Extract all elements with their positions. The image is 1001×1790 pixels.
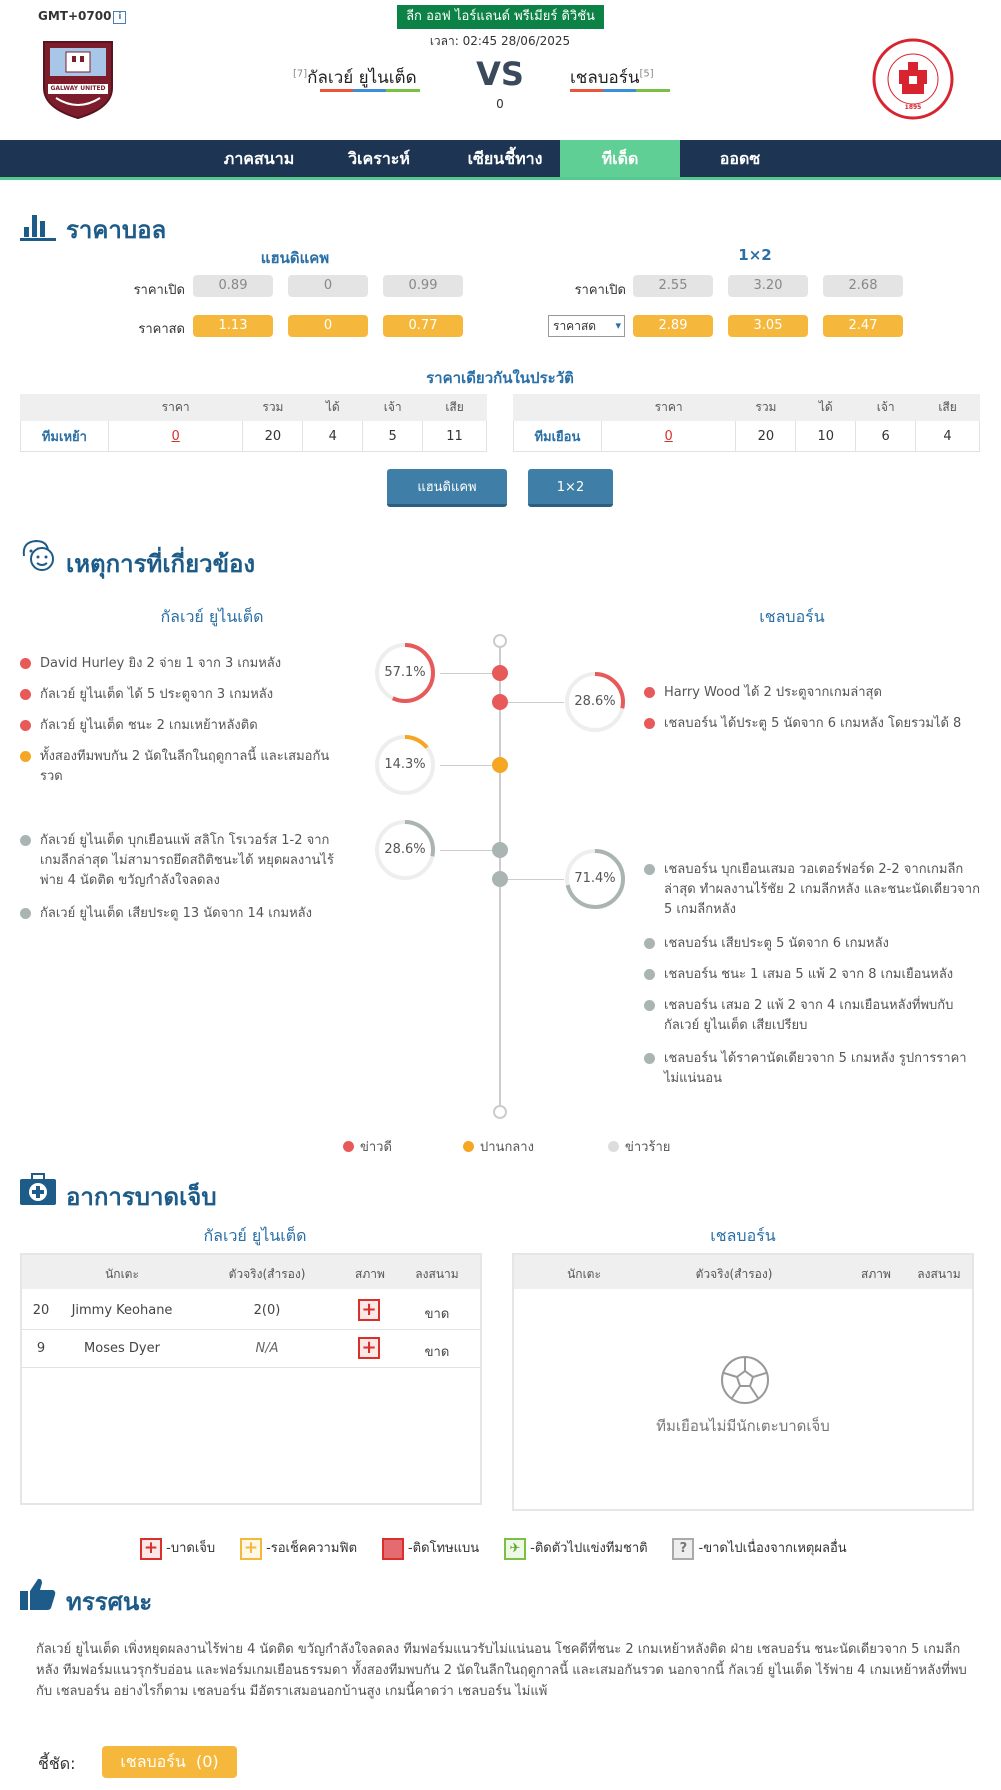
injury-icon: +: [358, 1337, 380, 1359]
nav-analysis[interactable]: วิเคราะห์: [348, 149, 410, 168]
timeline-dot-good: [492, 665, 508, 681]
legend-good: ข่าวดี: [343, 1138, 392, 1158]
events-title: เหตุการที่เกี่ยวข้อง: [66, 550, 256, 578]
onex2-open-away: 2.68: [823, 275, 903, 297]
list-item: Harry Wood ได้ 2 ประตูจากเกมล่าสุด: [644, 683, 980, 703]
onex2-button[interactable]: 1×2: [528, 469, 613, 507]
col-price: ราคา: [108, 395, 243, 421]
list-item: เชลบอร์น เสมอ 2 แพ้ 2 จาก 4 เกมเยือนหลังที่พบกับ กัลเวย์ ยูไนเต็ด เสียเปรียบ: [644, 996, 980, 1036]
good-dot: [343, 1141, 354, 1152]
onex2-open-label: ราคาเปิด: [574, 283, 626, 298]
table-row: [21, 421, 487, 452]
home-form-bar: [320, 89, 420, 92]
pick-label: ชี้ชัด:: [38, 1754, 76, 1773]
home-history-total: 20: [243, 421, 303, 452]
list-item: กัลเวย์ ยูไนเต็ด เสียประตู 13 นัดจาก 14 เกมหลัง: [20, 904, 345, 924]
bad-dot: [644, 1000, 655, 1011]
away-injury-empty: ทีมเยือนไม่มีนักเตะบาดเจ็บ: [656, 1417, 830, 1435]
handicap-title: แฮนดิแคพ: [260, 249, 330, 267]
medical-kit-icon: [20, 1173, 56, 1209]
list-item: David Hurley ยิง 2 จ่าย 1 จาก 3 เกมหลัง: [20, 654, 340, 674]
list-item: เชลบอร์น บุกเยือนเสมอ วอเตอร์ฟอร์ด 2-2 จากเกมลีกล่าสุด ทำผลงานไร้ชัย 2 เกมลีกหลัง และชนะนัดเดียวจาก 5 เกมลีกหลัง: [644, 860, 980, 920]
nav-tips[interactable]: ทีเด็ด: [560, 140, 680, 177]
list-item: เชลบอร์น เสียประตู 5 นัดจาก 6 เกมหลัง: [644, 934, 980, 954]
bad-dot: [20, 835, 31, 846]
home-bad-pct: 28.6%: [384, 842, 426, 857]
col-total: รวม: [736, 395, 796, 421]
bad-dot: [608, 1141, 619, 1152]
away-history-loss: 4: [916, 421, 980, 452]
away-logo-year: 1895: [904, 104, 922, 111]
good-dot: [644, 718, 655, 729]
handicap-button[interactable]: แฮนดิแคพ: [387, 469, 507, 507]
col-draw: เจ้า: [856, 395, 916, 421]
away-history-price-link[interactable]: 0: [664, 428, 673, 444]
thumbs-up-icon: [20, 1577, 56, 1615]
col-price: ราคา: [601, 395, 736, 421]
opinion-text: กัลเวย์ ยูไนเต็ด เพิ่งหยุดผลงานไร้พ่าย 4 นัดติด ขวัญกำลังใจลดลง ทีมฟอร์มแนวรับไม่แน่นอน โชคดีที่ชนะ 2 เกมเหย้าหลังติด ฝ่าย เชลบอร์น ชนะนัดเดียวจาก 5 เกมลีกหลัง ทีมฟอร์มแนวรุกรับอ่อน และฟอร์มเกมเยือนธรรมดา ทั้งสองทีมพบกัน 2 นัดในลีกในฤดูกาลนี้ และเสมอกันรวด นอกจากนี้ กัลเวย์ ยูไนเต็ด ไร้พ่าย 4 เกมเหย้าหลังที่พบกับ เชลบอร์น อย่างไรก็ตาม เชลบอร์น มีอัตราเสมอนอกบ้านสูง เกมนี้คาดว่า เชลบอร์น ไม่แพ้: [36, 1642, 967, 1699]
bad-dot: [644, 969, 655, 980]
away-good-pct: 28.6%: [574, 694, 616, 709]
timeline-end: [493, 1105, 507, 1119]
timeline-dot-neutral: [492, 757, 508, 773]
handicap-open-home: 0.89: [193, 275, 273, 297]
legend-neutral: ปานกลาง: [463, 1138, 534, 1158]
away-history-draw: 6: [856, 421, 916, 452]
home-good-pct: 57.1%: [384, 665, 426, 680]
neutral-dot: [20, 751, 31, 762]
chevron-down-icon: ▾: [615, 319, 621, 332]
home-history-table: [20, 394, 487, 452]
airplane-icon: ✈: [504, 1538, 526, 1560]
away-injury-table: [512, 1253, 974, 1511]
table-row: [514, 421, 980, 452]
injury-header: นักเตะ ตัวจริง(สำรอง) สภาพ ลงสนาม: [514, 1255, 972, 1289]
home-history-price-link[interactable]: 0: [171, 428, 180, 444]
away-form-bar: [570, 89, 670, 92]
home-history-win: 4: [303, 421, 363, 452]
player-name[interactable]: Jimmy Keohane: [71, 1303, 173, 1318]
football-icon: [720, 1355, 770, 1409]
chart-bar-icon: [20, 211, 56, 245]
nav-odds[interactable]: ออดซ: [719, 149, 761, 168]
col-draw: เจ้า: [363, 395, 423, 421]
col-total: รวม: [243, 395, 303, 421]
home-team-logo[interactable]: [40, 38, 116, 120]
handicap-open-away: 0.99: [383, 275, 463, 297]
handicap-open-label: ราคาเปิด: [133, 283, 185, 298]
player-name[interactable]: Moses Dyer: [84, 1341, 160, 1356]
list-item: กัลเวย์ ยูไนเต็ด บุกเยือนแพ้ สลิโก โรเวอร์ส 1-2 จากเกมลีกล่าสุด ไม่สามารถยึดสถิติชนะได้ หยุดผลงานไร้พ่าย 4 นัดติด ขวัญกำลังใจลดลง: [20, 831, 345, 891]
away-rank: [5]: [639, 68, 654, 80]
info-icon[interactable]: i: [113, 11, 126, 24]
home-neutral-pct-ring: [373, 733, 437, 797]
injury-home-title: กัลเวย์ ยูไนเต็ด: [203, 1226, 307, 1245]
list-item: ทั้งสองทีมพบกัน 2 นัดในลีกในฤดูกาลนี้ และเสมอกันรวด: [20, 747, 340, 787]
list-item: เชลบอร์น ได้ราคานัดเดียวจาก 5 เกมหลัง รูปการราคาไม่แน่นอน: [644, 1049, 980, 1089]
timeline-dot-bad: [492, 871, 508, 887]
pick-badge[interactable]: เชลบอร์น (0): [102, 1746, 237, 1778]
home-history-label: ทีมเหย้า: [21, 421, 109, 452]
list-item: กัลเวย์ ยูไนเต็ด ชนะ 2 เกมเหย้าหลังติด: [20, 716, 340, 736]
injury-header: นักเตะ ตัวจริง(สำรอง) สภาพ ลงสนาม: [22, 1255, 480, 1289]
home-bad-pct-ring: [373, 818, 437, 882]
home-team-name[interactable]: [7]กัลเวย์ ยูไนเต็ด: [293, 68, 417, 88]
away-team-name[interactable]: เชลบอร์น[5]: [570, 68, 654, 88]
face-icon: [20, 538, 56, 576]
away-bad-pct-ring: [563, 847, 627, 911]
good-dot: [644, 687, 655, 698]
onex2-live-select[interactable]: ราคาสด ▾: [548, 315, 625, 337]
home-neutral-pct: 14.3%: [384, 757, 426, 772]
bad-dot: [644, 864, 655, 875]
nav-field[interactable]: ภาคสนาม: [223, 149, 295, 168]
bad-dot: [20, 908, 31, 919]
home-history-draw: 5: [363, 421, 423, 452]
handicap-open-line: 0: [288, 275, 368, 297]
home-logo-text: GALWAY UNITED: [50, 85, 106, 92]
timeline-start: [493, 634, 507, 648]
home-rank: [7]: [293, 68, 308, 80]
match-time: เวลา: 02:45 28/06/2025: [429, 34, 571, 48]
vs-label: VS: [476, 55, 524, 93]
onex2-live-home[interactable]: 2.89: [633, 315, 713, 337]
home-good-pct-ring: [373, 641, 437, 705]
list-item: กัลเวย์ ยูไนเต็ด ได้ 5 ประตูจาก 3 เกมหลัง: [20, 685, 340, 705]
bad-dot: [644, 938, 655, 949]
neutral-dot: [463, 1141, 474, 1152]
handicap-live-away[interactable]: 0.77: [383, 315, 463, 337]
league-badge[interactable]: ลีก ออฟ ไอร์แลนด์ พรีเมียร์ ดิวิชัน: [397, 5, 604, 29]
timezone-label[interactable]: GMT+0700 i: [38, 9, 126, 24]
legend-bad: ข่าวร้าย: [608, 1138, 670, 1158]
opinion-title: ทรรศนะ: [66, 1588, 153, 1616]
onex2-title: 1×2: [738, 246, 772, 264]
suspension-icon: [382, 1538, 404, 1560]
table-row: 9 Moses Dyer N/A + ขาด: [22, 1331, 480, 1368]
handicap-live-label: ราคาสด: [138, 322, 185, 337]
good-dot: [20, 658, 31, 669]
injury-icon: +: [140, 1538, 162, 1560]
handicap-live-line[interactable]: 0: [288, 315, 368, 337]
nav-expert[interactable]: เซียนชี้ทาง: [467, 149, 543, 168]
away-team-logo[interactable]: [872, 38, 954, 120]
onex2-live-draw[interactable]: 3.05: [728, 315, 808, 337]
question-icon: ?: [672, 1538, 694, 1560]
good-dot: [20, 689, 31, 700]
bad-dot: [644, 1053, 655, 1064]
events-away-title: เชลบอร์น: [759, 607, 825, 626]
home-injury-table: [20, 1253, 482, 1505]
table-row: 20 Jimmy Keohane 2(0) + ขาด: [22, 1293, 480, 1330]
injury-title: อาการบาดเจ็บ: [66, 1183, 217, 1211]
score: 0: [496, 97, 504, 111]
fitness-check-icon: +: [240, 1538, 262, 1560]
injury-legend: + -บาดเจ็บ + -รอเช็คความฟิต -ติดโทษแบน ✈ -ติดตัวไปแข่งทีมชาติ ? -ขาดไปเนื่องจากเหตุผลอื่น: [140, 1537, 847, 1561]
col-loss: เสีย: [916, 395, 980, 421]
odds-title: ราคาบอล: [66, 216, 167, 244]
onex2-live-away[interactable]: 2.47: [823, 315, 903, 337]
injury-away-title: เชลบอร์น: [710, 1226, 776, 1245]
injury-icon: +: [358, 1299, 380, 1321]
col-loss: เสีย: [423, 395, 487, 421]
handicap-live-home[interactable]: 1.13: [193, 315, 273, 337]
list-item: เชลบอร์น ชนะ 1 เสมอ 5 แพ้ 2 จาก 8 เกมเยือนหลัง: [644, 965, 980, 985]
history-title: ราคาเดียวกันในประวัติ: [426, 369, 574, 387]
away-history-total: 20: [736, 421, 796, 452]
home-history-loss: 11: [423, 421, 487, 452]
away-history-label: ทีมเยือน: [514, 421, 602, 452]
onex2-open-draw: 3.20: [728, 275, 808, 297]
onex2-open-home: 2.55: [633, 275, 713, 297]
timeline-dot-good: [492, 694, 508, 710]
away-good-pct-ring: [563, 670, 627, 734]
col-win: ได้: [796, 395, 856, 421]
away-bad-pct: 71.4%: [574, 871, 616, 886]
main-nav: [0, 140, 1001, 180]
timeline-dot-bad: [492, 842, 508, 858]
good-dot: [20, 720, 31, 731]
away-history-win: 10: [796, 421, 856, 452]
col-win: ได้: [303, 395, 363, 421]
events-home-title: กัลเวย์ ยูไนเต็ด: [160, 607, 264, 626]
away-history-table: [513, 394, 980, 452]
list-item: เชลบอร์น ได้ประตู 5 นัดจาก 6 เกมหลัง โดยรวมได้ 8: [644, 714, 980, 734]
